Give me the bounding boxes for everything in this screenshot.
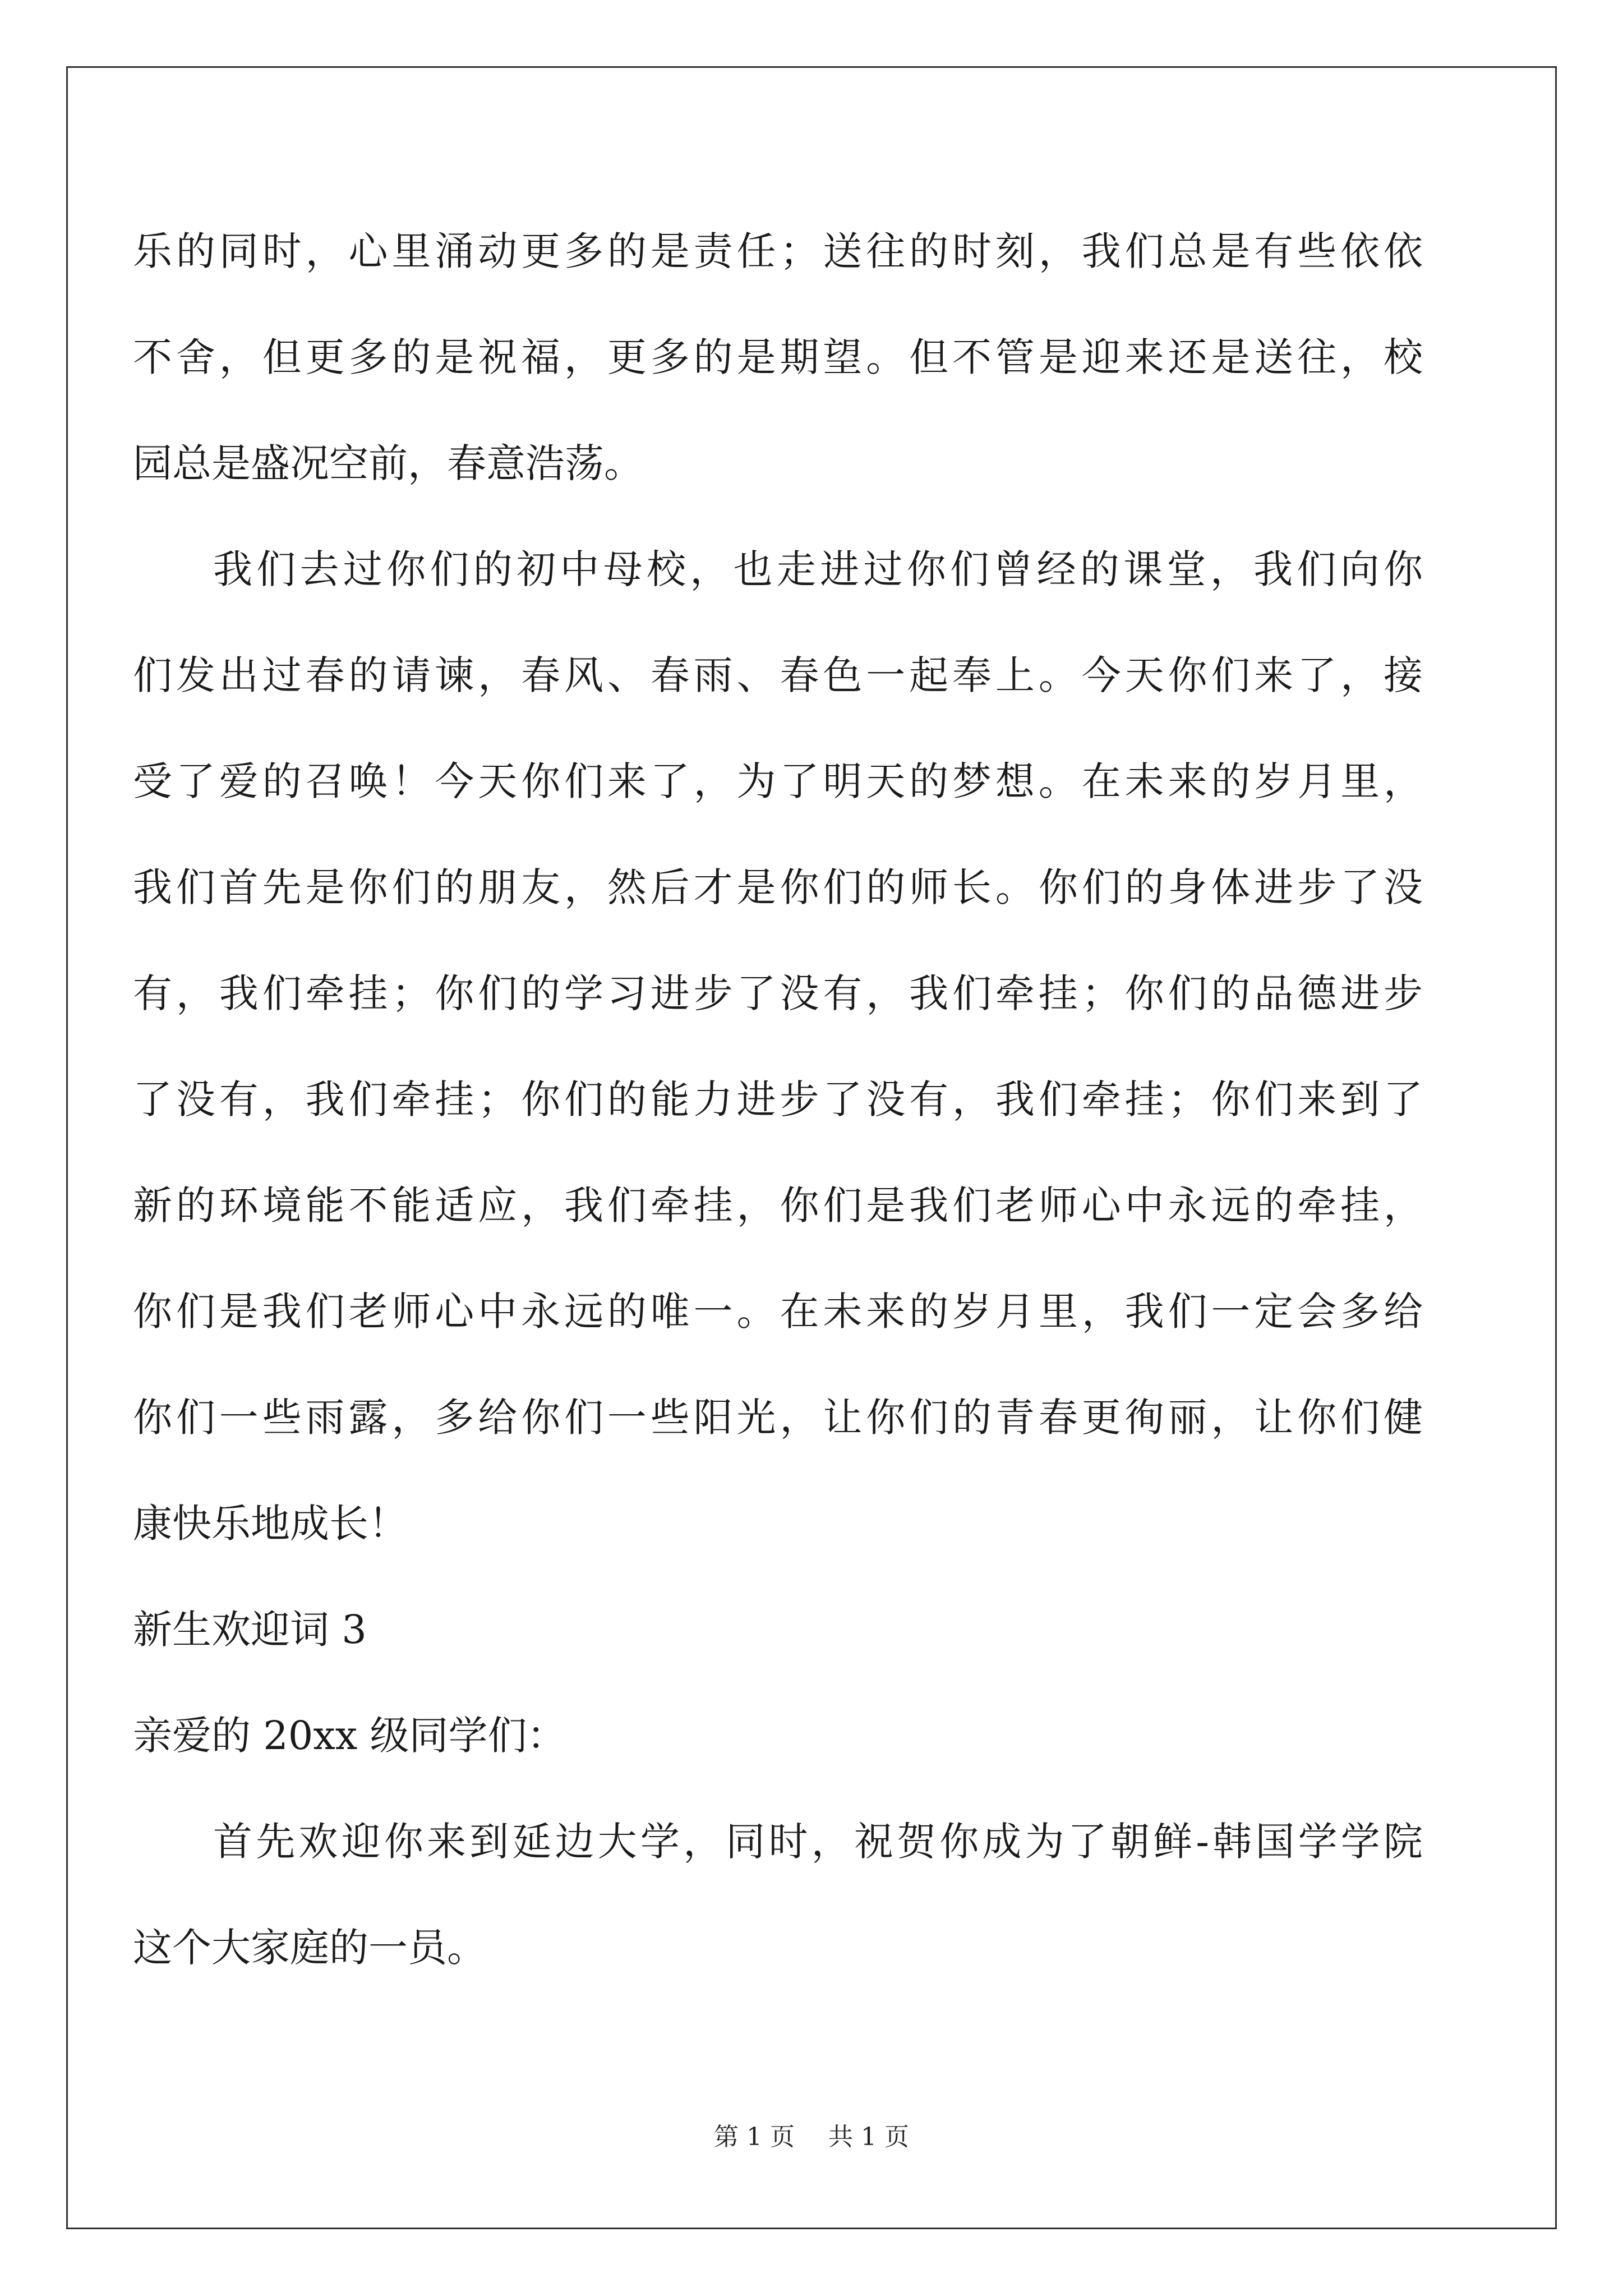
paragraph-line: 们发出过春的请谏，春风、春雨、春色一起奉上。今天你们来了，接 [133, 652, 1423, 698]
paragraph-line: 有，我们牵挂；你们的学习进步了没有，我们牵挂；你们的品德进步 [133, 970, 1423, 1016]
paragraph-line: 乐的同时，心里涌动更多的是责任；送往的时刻，我们总是有些依依 [133, 228, 1423, 274]
section-heading: 新生欢迎词 3 [133, 1607, 367, 1653]
paragraph-line: 首先欢迎你来到延边大学，同时，祝贺你成为了朝鲜-韩国学学院 [213, 1819, 1423, 1865]
page-total: 共 1 页 [828, 2123, 909, 2151]
salutation: 亲爱的 20xx 级同学们： [133, 1713, 566, 1759]
page-number: 第 1 页 [714, 2123, 795, 2151]
paragraph-line: 不舍，但更多的是祝福，更多的是期望。但不管是迎来还是送往，校 [133, 334, 1423, 380]
paragraph-line: 园总是盛况空前，春意浩荡。 [133, 440, 643, 486]
paragraph-line: 你们是我们老师心中永远的唯一。在未来的岁月里，我们一定会多给 [133, 1289, 1423, 1335]
paragraph-line: 我们去过你们的初中母校，也走进过你们曾经的课堂，我们向你 [213, 546, 1423, 592]
paragraph-line: 受了爱的召唤！今天你们来了，为了明天的梦想。在未来的岁月里， [133, 758, 1423, 804]
paragraph-line: 康快乐地成长！ [133, 1501, 408, 1547]
paragraph-line: 我们首先是你们的朋友，然后才是你们的师长。你们的身体进步了没 [133, 864, 1423, 910]
page-footer [0, 2120, 1623, 2154]
paragraph-line: 新的环境能不能适应，我们牵挂，你们是我们老师心中永远的牵挂， [133, 1182, 1423, 1228]
page-border [66, 66, 1557, 2229]
paragraph-line: 了没有，我们牵挂；你们的能力进步了没有，我们牵挂；你们来到了 [133, 1076, 1423, 1122]
paragraph-line: 你们一些雨露，多给你们一些阳光，让你们的青春更徇丽，让你们健 [133, 1395, 1423, 1441]
paragraph-line: 这个大家庭的一员。 [133, 1925, 486, 1971]
